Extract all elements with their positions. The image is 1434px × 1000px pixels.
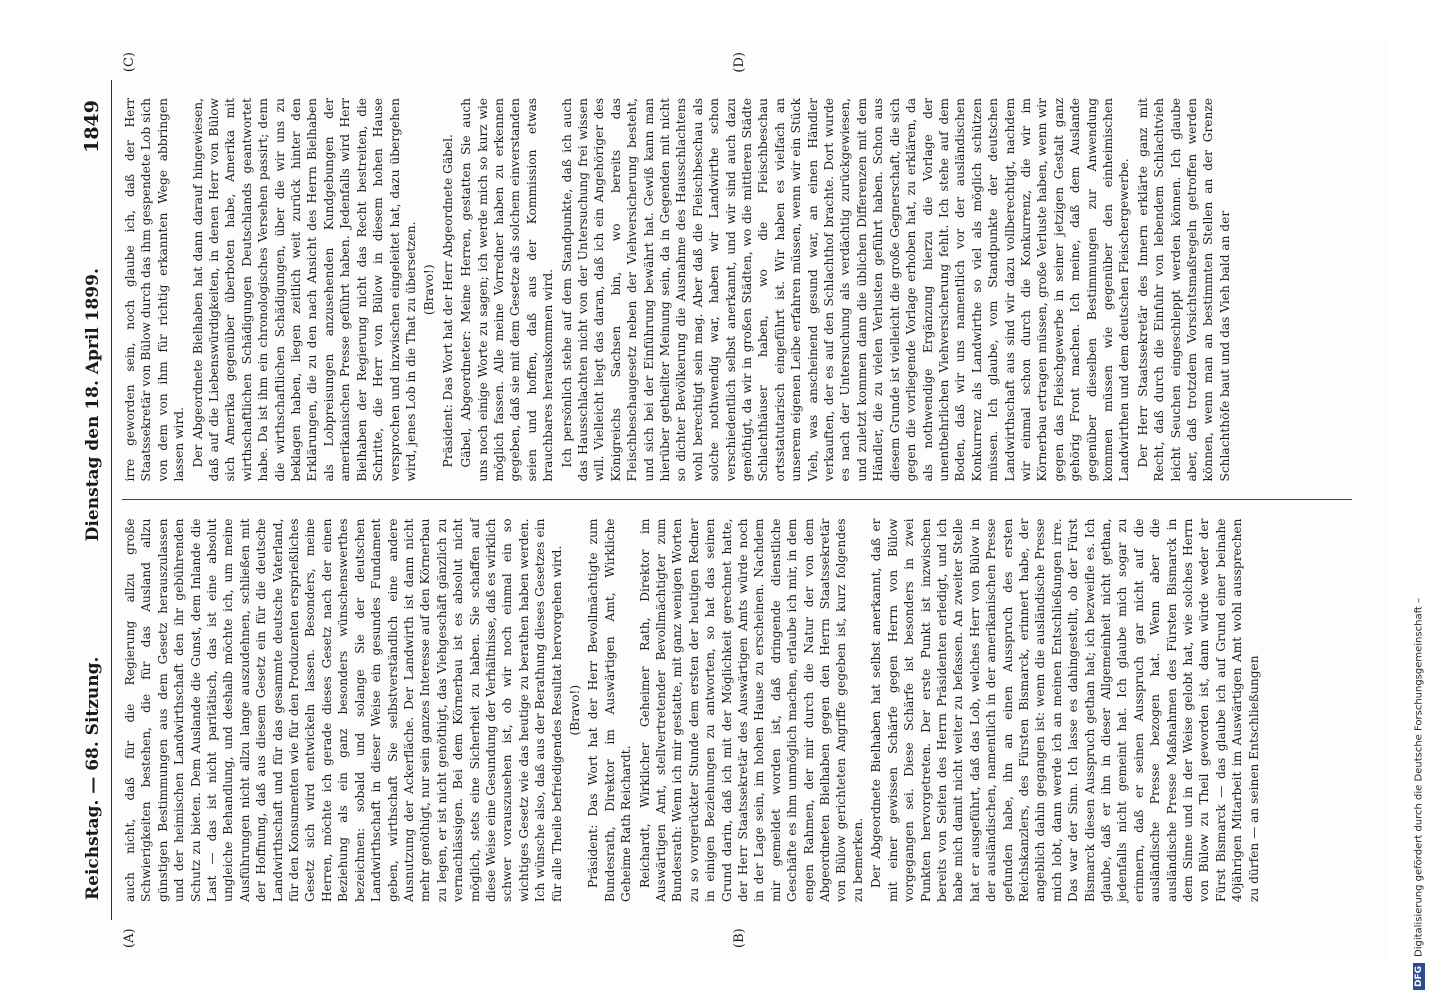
- document-page: [47, 40, 1387, 960]
- paragraph: Gäbel, Abgeordneter: Meine Herren, gestatten Sie auch uns noch einige Worte zu sagen; ich werde mich so kurz wie möglich fassen. Alle meine Vorredner haben zu erkennen gegeben, daß sie mit dem Gesetze als solchem einverstanden seien und hoffen, daß aus der Kommission etwas brauchbares herauskommen wird.: [459, 98, 556, 482]
- paragraph: Der Abgeordnete Bielhaben hat selbst anerkannt, daß er mit einer gewissen Schärfe gegen Herrn von Bülow vorgegangen sei. Diese Schärfe ist besonders in zwei Punkten hervorgetreten. Der erste Punkt ist inzwischen bereits von Seiten des Herrn Präsidenten erledigt, und ich habe mich damit nicht weiter zu befassen. An zweiter Stelle hat er ausgeführt, daß das Lob, welches Herr von Bülow in der ausländischen, namentlich in der amerikanischen Presse gefunden habe, ihn an einen Ausspruch des ersten Reichskanzlers, des Fürsten Bismarck, erinnert habe, der angeblich dahin gegangen ist: wenn die ausländische Presse mich lobt, dann werde ich an meinen Entschließungen irre. Das war der Sinn. Ich lasse es dahingestellt, ob der Fürst Bismarck diesen Ausspruch gethan hat; ich bezweifle es. Ich glaube, daß er ihn in dieser Allgemeinheit nicht gethan, jedenfalls nicht gemeint hat. Ich glaube mich sogar zu erinnern, daß er seinen Ausspruch gar nicht auf die ausländische Presse bezogen hat. Wenn aber die ausländische Presse Maßnahmen des Fürsten Bismarck in dem Sinne und in der Weise gelobt hat, wie solches Herrn von Bülow zu Theil geworden ist, dann würde weder der Fürst Bismarck — das glaube ich auf Grund einer beinahe 40jährigen Mitarbeit im Auswärtigen Amt wohl aussprechen zu dürfen — an seinen Entschließungen: [869, 518, 1261, 902]
- digitization-watermark: [1408, 10, 1430, 990]
- paragraph: Reichardt, Wirklicher Geheimer Rath, Direktor im Auswärtigen Amt, stellvertretender Bevollmächtigter zum Bundesrath: Wenn ich mir gestatte, mit ganz wenigen Worten zu so vorgerückter Stunde dem ersten der heutigen Redner in einigen Beziehungen zu antworten, so hat das seinen Grund darin, daß ich mit der Möglichkeit gerechnet hatte, der Herr Staatssekretär des Auswärtigen Amts würde noch in der Lage sein, im hohen Hause zu erscheinen. Nachdem mir gemeldet worden ist, daß dringende dienstliche Geschäfte es ihm unmöglich machen, erlaube ich mir, in dem engen Rahmen, der mir durch die Natur der von dem Abgeordneten Bielhaben gegen den Herrn Staatssekretär von Bülow gerichteten Angriffe gegeben ist, kurz folgendes zu bemerken.: [637, 518, 865, 902]
- margin-marker-d: (D): [732, 52, 747, 73]
- right-column: [122, 80, 1352, 500]
- margin-marker-c: (C): [122, 52, 137, 73]
- paragraph: Der Abgeordnete Bielhaben hat dann darauf hingewiesen, daß auf die Liebenswürdigkeiten, in denen Herr von Bülow sich Amerika gegenüber überboten habe, Amerika mit wirthschaftlichen Schädigungen Deutschlands geantwortet habe. Da ist ihm ein chronologisches Versehen passirt; denn die wirthschaftlichen Schädigungen, über die wir uns zu beklagen haben, liegen zeitlich weit zurück hinter den Erklärungen, die zu den nach Ansicht des Herrn Bielhaben als Lobpreisungen anzusehenden Kundgebungen der amerikanischen Presse geführt haben. Jedenfalls wird Herr Bielhaben der Regierung nicht das Recht bestreiten, die Schritte, die Herr von Bülow in diesem hohen Hause versprochen und inzwischen eingeleitet hat, dazu übergehen wird, jenes Lob in die That zu übersetzen.: [190, 98, 418, 482]
- paragraph: irre geworden sein, noch glaube ich, daß der Herr Staatssekretär von Bülow durch das ihm gespendete Lob sich von dem von ihm für richtig erkannten Wege abbringen lassen wird.: [123, 98, 187, 482]
- applause-note: (Bravo!): [422, 264, 437, 316]
- margin-marker-a: (A): [122, 928, 137, 948]
- left-column: [122, 501, 1352, 921]
- paragraph: Ich persönlich stehe auf dem Standpunkte, daß ich auch das Hausschlachten nicht von der Untersuchung frei wissen will. Vielleicht liegt das daran, daß ich ein Angehöriger des Königreichs Sachsen bin, wo bereits das Fleischbeschaugesetz neben der Viehversicherung besteht, und sich bei der Einführung bewährt hat. Gewiß kann man hierüber getheilter Meinung sein, da in Gegenden mit nicht so dichter Bevölkerung die Ausnahme des Hausschlachtens wohl berechtigt sein mag. Aber daß die Fleischbeschau als solche nothwendig war, haben wir Landwirthe schon verschiedentlich selbst anerkannt, und wir sind auch dazu genöthigt, da wir in großen Städten, wo die mittleren Städte Schlachthäuser haben, wo die Fleischbeschau ortsstatutarisch eingeführt ist. Wir haben es vielfach an unserem eigenen Leibe erfahren müssen, wenn wir ein Stück Vieh, was anscheinend gesund war, an einen Händler verkauften, der es auf den Schlachthof brachte. Dort wurde es nach der Untersuchung als verdächtig zurückgewiesen, und zuletzt kommen dann die üblichen Differenzen mit dem Händler, die zu vielen Verlusten geführt haben. Schon aus diesem Grunde ist vielleicht die große Gegnerschaft, die sich gegen die vorliegende Vorlage erhoben hat, zu erklären, da als nothwendige Ergänzung hierzu die Vorlage der unentbehrlichen Viehversicherung fehlt. Ich stehe auf dem Boden, daß wir uns namentlich vor der ausländischen Konkurrenz als Landwirthe so viel als möglich schützen müssen. Ich glaube, vom Standpunkte der deutschen Landwirthschaft aus sind wir dazu vollberechtigt, nachdem wir einmal schon durch die Konkurrenz, die wir im Körnerbau ertragen müssen, große Verluste haben, wenn wir gegen das Fleischgewerbe in seiner jetzigen Gestalt ganz gehörig Front machen. Ich meine, daß dem Auslande gegenüber dieselben Bestimmungen zur Anwendung kommen müssen wie gegenüber den einheimischen Landwirthen und dem deutschen Fleischergewerbe.: [559, 98, 1132, 482]
- paragraph: Präsident: Das Wort hat der Herr Bevollmächtigte zum Bundesrath, Direktor im Auswärtigen Amt, Wirkliche Geheime Rath Reichardt.: [586, 518, 634, 902]
- page-header: [75, 80, 112, 920]
- margin-marker-b: (B): [732, 928, 747, 948]
- header-chamber-session: Reichstag. — 68. Sitzung.: [83, 656, 103, 900]
- paragraph: Der Herr Staatssekretär des Innern erklärte ganz mit Recht, daß durch die Einfuhr von lebendem Schlachtvieh leicht Seuchen eingeschleppt werden können. Ich glaube aber, daß trotzdem Vorsichtsmaßregeln getroffen werden können, wenn man an bestimmten Stellen an der Grenze Schlachthöfe baut und das Vieh bald an der: [1135, 98, 1232, 482]
- dfg-logo: DFG: [1413, 963, 1425, 990]
- page-number: 1849: [81, 100, 103, 153]
- paragraph: auch nicht, daß für die Regierung allzu große Schwierigkeiten bestehen, die für das Ausland allzu günstigen Bestimmungen aus dem Gesetz herauszulassen und der heimischen Landwirthschaft den ihr gebührenden Schutz zu bieten. Dem Auslande die Gunst, dem Inlande die Last — das ist nicht paritätisch, das ist eine absolut ungleiche Behandlung, und deshalb möchte ich, um meine Ausführungen nicht allzu lange auszudehnen, schließen mit der Hoffnung, daß aus diesem Gesetz ein für die deutsche Landwirthschaft und für das gesammte deutsche Vaterland, für den Konsumenten wie für den Produzenten ersprießliches Gesetz sich wird entwickeln lassen. Besonders, meine Herren, möchte ich gerade dieses Gesetz nach der einen Beziehung als ein ganz besonders wünschenswerthes bezeichnen: sobald und solange Sie der deutschen Landwirthschaft in dieser Weise ein gesundes Fundament geben, wirthschaft Sie selbstverständlich eine andere Ausnutzung der Ackerfläche. Der Landwirth ist dann nicht mehr genöthigt, nur sein ganzes Interesse auf den Körnerbau zu legen, er ist nicht genöthigt, das Viehgeschäft gänzlich zu vernachlässigen. Bei dem Körnerbau ist es absolut nicht möglich, stets eine Sicherheit zu haben. Sie schaffen auf diese Weise eine Gesundung der Verhältnisse, daß es wirklich schwer vorauszusehen ist, ob wir noch einmal ein so wichtiges Gesetz wie das heutige zu berathen haben werden. Ich wünsche also, daß aus der Berathung dieses Gesetzes ein für alle Theile befriedigendes Resultat hervorgehen wird.: [123, 518, 564, 902]
- watermark-text: Digitalisierung gefördert durch die Deutsche Forschungsgemeinschaft –: [1413, 597, 1425, 957]
- paragraph: Präsident: Das Wort hat der Herr Abgeordnete Gäbel.: [440, 134, 455, 468]
- applause-note: (Bravo!): [567, 684, 582, 736]
- column-divider: [122, 500, 1352, 501]
- header-date: Dienstag den 18. April 1899.: [83, 268, 103, 542]
- page-body: [112, 52, 1352, 948]
